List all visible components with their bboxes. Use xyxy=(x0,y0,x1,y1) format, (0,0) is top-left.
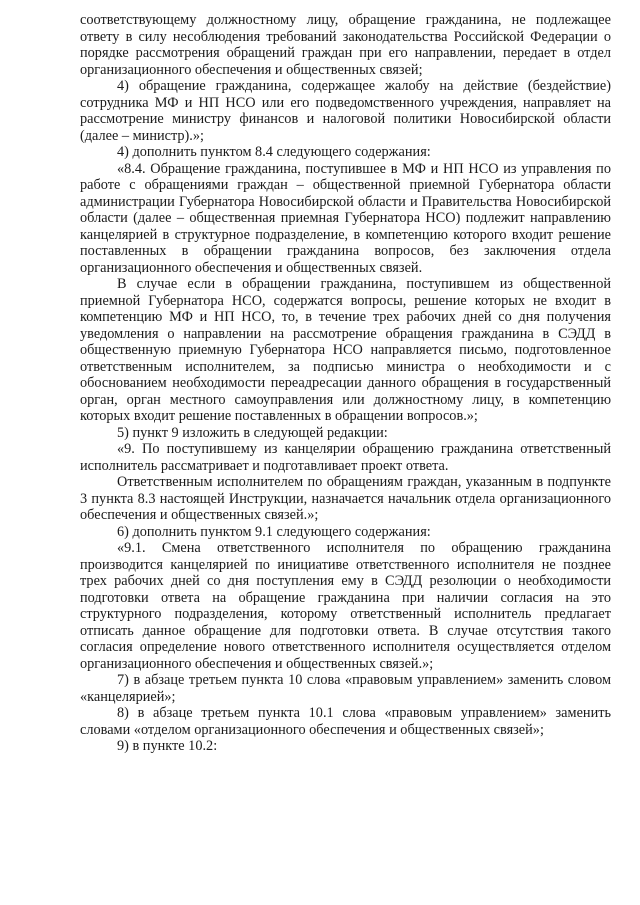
paragraph-11: 7) в абзаце третьем пункта 10 слова «правовым управлением» заменить словом «канцелярией»; xyxy=(80,672,611,705)
paragraph-1: соответствующему должностному лицу, обращение гражданина, не подлежащее ответу в силу несоблюдения требований законодательства Российской Федерации о порядке рассмотрения обращений граждан при его направлении, передает в отдел организационного обеспечения и общественных связей; xyxy=(80,12,611,78)
paragraph-8: Ответственным исполнителем по обращениям граждан, указанным в подпункте 3 пункта 8.3 настоящей Инструкции, назначается начальник отдела организационного обеспечения и общественных связей.»; xyxy=(80,474,611,523)
paragraph-9: 6) дополнить пунктом 9.1 следующего содержания: xyxy=(117,523,431,540)
paragraph-5: В случае если в обращении гражданина, поступившем из общественной приемной Губернатора НСО, содержатся вопросы, решение которых не входит в компетенцию МФ и НП НСО, то, в течение трех рабочих дней со дня получения уведомления о направлении на рассмотрение обращения гражданина в СЭДД в общественную приемную Губернатора НСО направляется письмо, подготовленное ответственным исполнителем, за подписью министра о необходимости и с обоснованием необходимости переадресации данного обращения в государственный орган, орган местного самоуправления или должностному лицу, в компетенцию которых входит решение поставленных в обращении вопросов.»; xyxy=(80,276,611,424)
paragraph-7: «9. По поступившему из канцелярии обращению гражданина ответственный исполнитель рассматривает и подготавливает проект ответа. xyxy=(80,441,611,474)
paragraph-6: 5) пункт 9 изложить в следующей редакции: xyxy=(117,424,388,441)
paragraph-13: 9) в пункте 10.2: xyxy=(117,738,218,754)
paragraph-12: 8) в абзаце третьем пункта 10.1 слова «правовым управлением» заменить словами «отделом организационного обеспечения и общественных связей»; xyxy=(80,705,611,738)
paragraph-3: 4) дополнить пунктом 8.4 следующего содержания: xyxy=(117,144,431,160)
paragraph-10: «9.1. Смена ответственного исполнителя по обращению гражданина производится канцелярией по инициативе ответственного исполнителя не позднее трех рабочих дней со дня поступления ему в СЭДД резолюции о необходимости подготовки ответа на обращение гражданина при наличии согласия на это структурного подразделения, которому ответственный исполнитель предлагает отписать данное обращение для подготовки ответа. В случае отсутствия такого согласия определение нового ответственного исполнителя осуществляется отделом организационного обеспечения и общественных связей.»; xyxy=(80,540,611,672)
paragraph-4: «8.4. Обращение гражданина, поступившее в МФ и НП НСО из управления по работе с обращениями граждан – общественной приемной Губернатора области администрации Губернатора Новосибирской области и Правительства Новосибирской области (далее – общественная приемная Губернатора НСО) подлежит направлению канцелярией в структурное подразделение, в компетенцию которого входит решение поставленных в обращении гражданина вопросов, без заключения отдела организационного обеспечения и общественных связей. xyxy=(80,160,611,276)
paragraph-2: 4) обращение гражданина, содержащее жалобу на действие (бездействие) сотрудника МФ и НП НСО или его подведомственного учреждения, направляет на рассмотрение министру финансов и налоговой политики Новосибирской области (далее – министр).»; xyxy=(80,78,611,144)
